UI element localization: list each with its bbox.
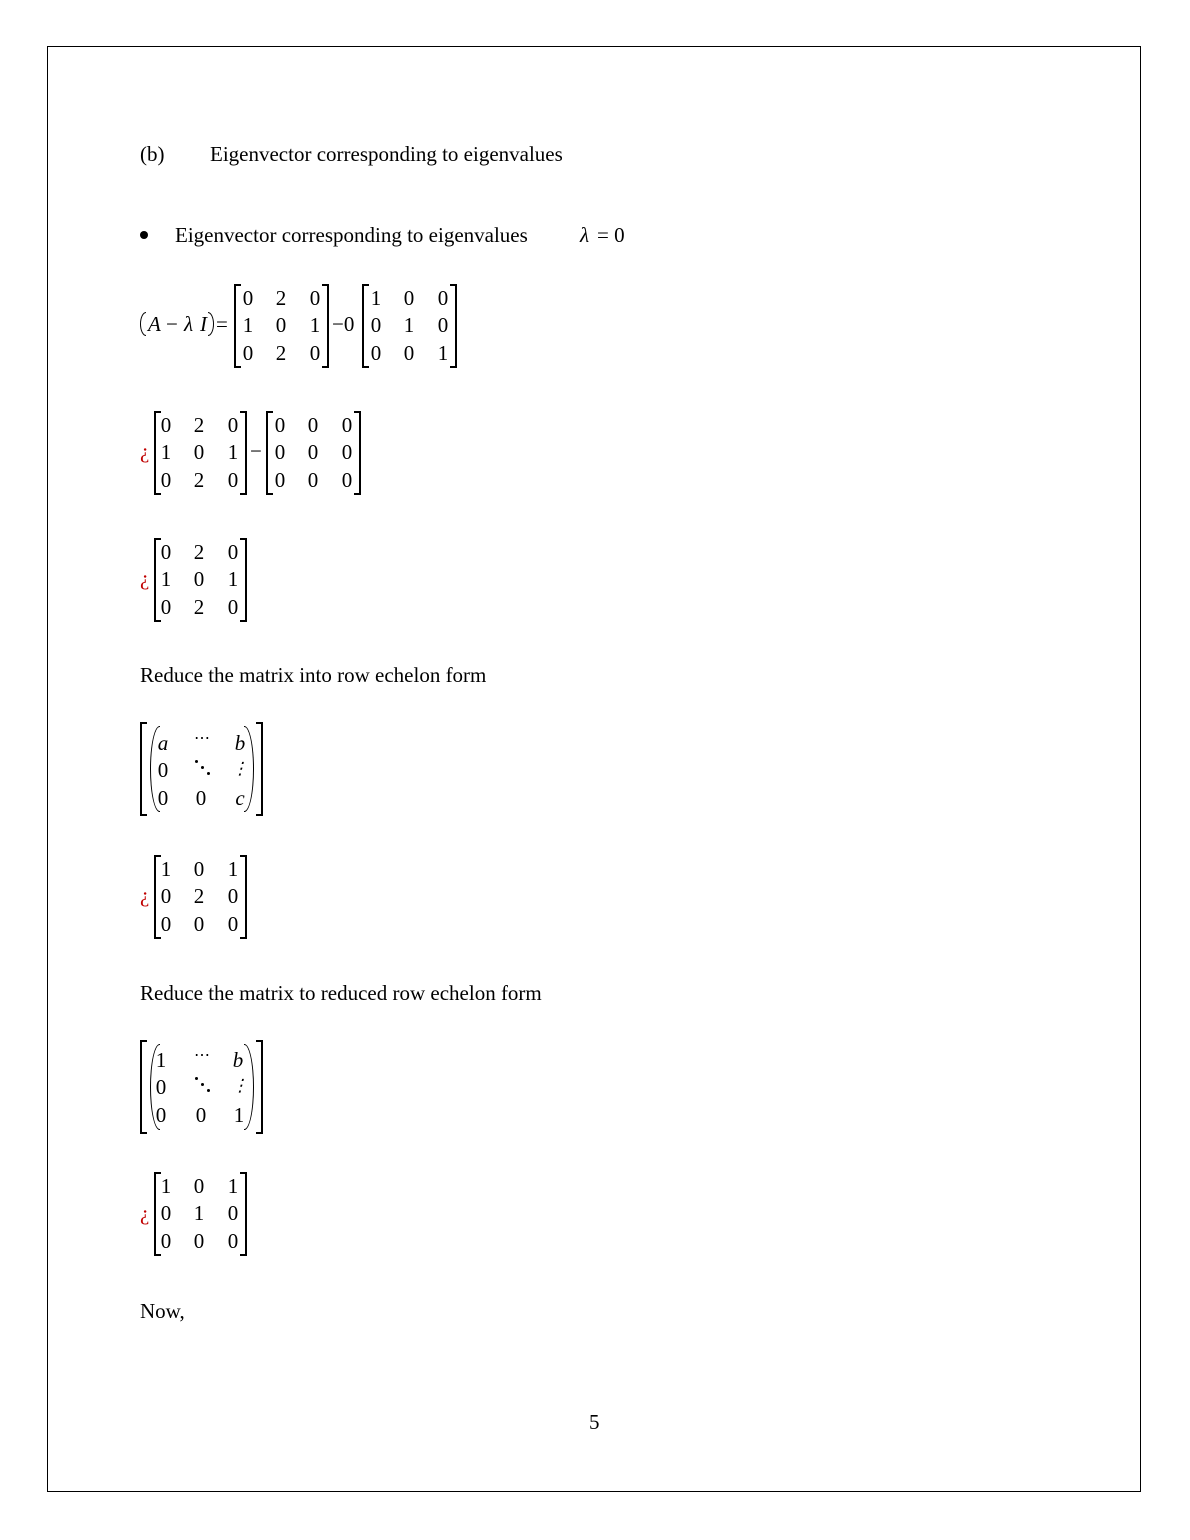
matrix-cell: 2 — [193, 540, 205, 564]
matrix-cell: 1 — [370, 286, 382, 310]
right-bracket — [240, 538, 247, 622]
matrix-cell: 2 — [193, 468, 205, 492]
right-bracket — [322, 284, 329, 368]
minus-zero: −0 — [332, 312, 355, 336]
equation-prefix: ¿ — [140, 439, 150, 463]
matrix-cell: 1 — [227, 440, 239, 464]
lhs-I: I — [200, 312, 207, 336]
matrix-cell: 0 — [307, 413, 319, 437]
right-bracket — [240, 411, 247, 495]
right-bracket — [240, 1172, 247, 1256]
matrix-cell: 0 — [437, 286, 449, 310]
matrix-cell: 0 — [403, 286, 415, 310]
matrix-cell: 0 — [227, 884, 239, 908]
section-label: (b) — [140, 142, 165, 166]
diagonal-dots-icon — [192, 1075, 212, 1095]
reduced-row-echelon-instruction: Reduce the matrix to reduced row echelon form — [140, 981, 542, 1005]
matrix-cell: c — [235, 786, 245, 810]
outer-right-bracket — [256, 722, 263, 816]
matrix-cell: 0 — [157, 786, 169, 810]
minus-sign: − — [250, 439, 262, 463]
matrix-cell: ⋯ — [194, 730, 210, 747]
matrix-cell: 0 — [227, 468, 239, 492]
matrix-cell: 1 — [193, 1201, 205, 1225]
ref-template-matrix — [140, 720, 264, 818]
matrix-cell: ⋯ — [194, 1047, 210, 1064]
matrix-cell: a — [157, 731, 169, 755]
matrix-cell: 1 — [227, 567, 239, 591]
matrix-I — [362, 282, 458, 370]
lhs-minus: − — [166, 312, 178, 336]
matrix-cell: 0 — [160, 884, 172, 908]
closing-text: Now, — [140, 1299, 185, 1323]
row-echelon-instruction: Reduce the matrix into row echelon form — [140, 663, 487, 687]
right-bracket — [240, 855, 247, 939]
right-bracket — [450, 284, 457, 368]
matrix-cell: 0 — [227, 1229, 239, 1253]
matrix-cell: 0 — [160, 1201, 172, 1225]
matrix-cell: 1 — [160, 1174, 172, 1198]
matrix-rref-result — [154, 1170, 250, 1258]
inner-right-paren — [244, 726, 254, 812]
matrix-cell: 0 — [227, 595, 239, 619]
matrix-cell: 1 — [233, 1103, 245, 1127]
rref-template-matrix — [140, 1038, 264, 1136]
matrix-cell: 0 — [370, 341, 382, 365]
matrix-cell: 2 — [193, 884, 205, 908]
matrix-cell: 0 — [155, 1103, 167, 1127]
matrix-cell: 1 — [309, 313, 321, 337]
matrix-cell: b — [232, 1048, 244, 1072]
matrix-cell: 0 — [195, 786, 207, 810]
matrix-cell: 0 — [160, 1229, 172, 1253]
matrix-cell: 0 — [242, 286, 254, 310]
matrix-cell: 1 — [227, 1174, 239, 1198]
matrix-cell: 0 — [193, 1229, 205, 1253]
matrix-zero — [266, 409, 362, 497]
matrix-cell: 0 — [227, 912, 239, 936]
matrix-cell: 0 — [160, 912, 172, 936]
matrix-cell: ⋮ — [231, 1076, 249, 1095]
outer-left-bracket — [140, 722, 147, 816]
right-bracket — [354, 411, 361, 495]
matrix-cell: 2 — [193, 595, 205, 619]
matrix-cell: 0 — [274, 468, 286, 492]
matrix-cell: 0 — [160, 468, 172, 492]
matrix-A-1 — [234, 282, 330, 370]
matrix-cell: 0 — [195, 1103, 207, 1127]
equation-prefix: ¿ — [140, 566, 150, 590]
lhs-A: A — [148, 312, 161, 336]
matrix-cell: 0 — [274, 440, 286, 464]
lambda-symbol: λ — [580, 223, 590, 247]
page-number: 5 — [589, 1410, 600, 1434]
matrix-cell: 0 — [437, 313, 449, 337]
matrix-cell: 0 — [227, 413, 239, 437]
matrix-cell: 0 — [309, 341, 321, 365]
matrix-cell: 1 — [227, 857, 239, 881]
matrix-cell: 0 — [160, 595, 172, 619]
equation-prefix: ¿ — [140, 883, 150, 907]
matrix-cell: b — [234, 731, 246, 755]
matrix-cell: 0 — [193, 857, 205, 881]
matrix-cell: 2 — [193, 413, 205, 437]
bullet-icon — [140, 231, 148, 239]
matrix-cell: 0 — [193, 1174, 205, 1198]
diagonal-dots-icon — [192, 758, 212, 778]
lhs-equals: = — [216, 312, 228, 336]
matrix-cell: 0 — [193, 440, 205, 464]
matrix-cell: 1 — [160, 567, 172, 591]
matrix-cell: 0 — [370, 313, 382, 337]
section-title: Eigenvector corresponding to eigenvalues — [210, 142, 563, 166]
matrix-cell: 0 — [157, 758, 169, 782]
matrix-cell: 0 — [341, 413, 353, 437]
matrix-ref-result — [154, 853, 250, 941]
matrix-cell: 2 — [275, 286, 287, 310]
lambda-value: = 0 — [597, 223, 625, 247]
matrix-result-3 — [154, 536, 250, 624]
matrix-cell: 0 — [155, 1075, 167, 1099]
matrix-cell: 1 — [160, 440, 172, 464]
inner-right-paren — [244, 1044, 254, 1130]
matrix-cell: 0 — [193, 912, 205, 936]
matrix-A-2 — [154, 409, 250, 497]
matrix-cell: 0 — [275, 313, 287, 337]
matrix-cell: 1 — [160, 857, 172, 881]
matrix-cell: 0 — [341, 440, 353, 464]
bullet-text: Eigenvector corresponding to eigenvalues — [175, 223, 528, 247]
equation-prefix: ¿ — [140, 1201, 150, 1225]
lhs-lambda: λ — [184, 312, 194, 336]
matrix-cell: 0 — [309, 286, 321, 310]
matrix-cell: 2 — [275, 341, 287, 365]
matrix-cell: 0 — [193, 567, 205, 591]
outer-right-bracket — [256, 1040, 263, 1134]
matrix-cell: 1 — [242, 313, 254, 337]
matrix-cell: 0 — [227, 1201, 239, 1225]
matrix-cell: 0 — [160, 413, 172, 437]
outer-left-bracket — [140, 1040, 147, 1134]
matrix-cell: 0 — [160, 540, 172, 564]
matrix-cell: 0 — [242, 341, 254, 365]
matrix-cell: 1 — [155, 1048, 167, 1072]
matrix-cell: 1 — [403, 313, 415, 337]
matrix-cell: 0 — [274, 413, 286, 437]
matrix-cell: 0 — [227, 540, 239, 564]
matrix-cell: 0 — [403, 341, 415, 365]
matrix-cell: 1 — [437, 341, 449, 365]
lhs-open-paren — [140, 312, 146, 336]
matrix-cell: 0 — [307, 440, 319, 464]
matrix-cell: ⋮ — [231, 759, 249, 778]
matrix-cell: 0 — [307, 468, 319, 492]
matrix-cell: 0 — [341, 468, 353, 492]
